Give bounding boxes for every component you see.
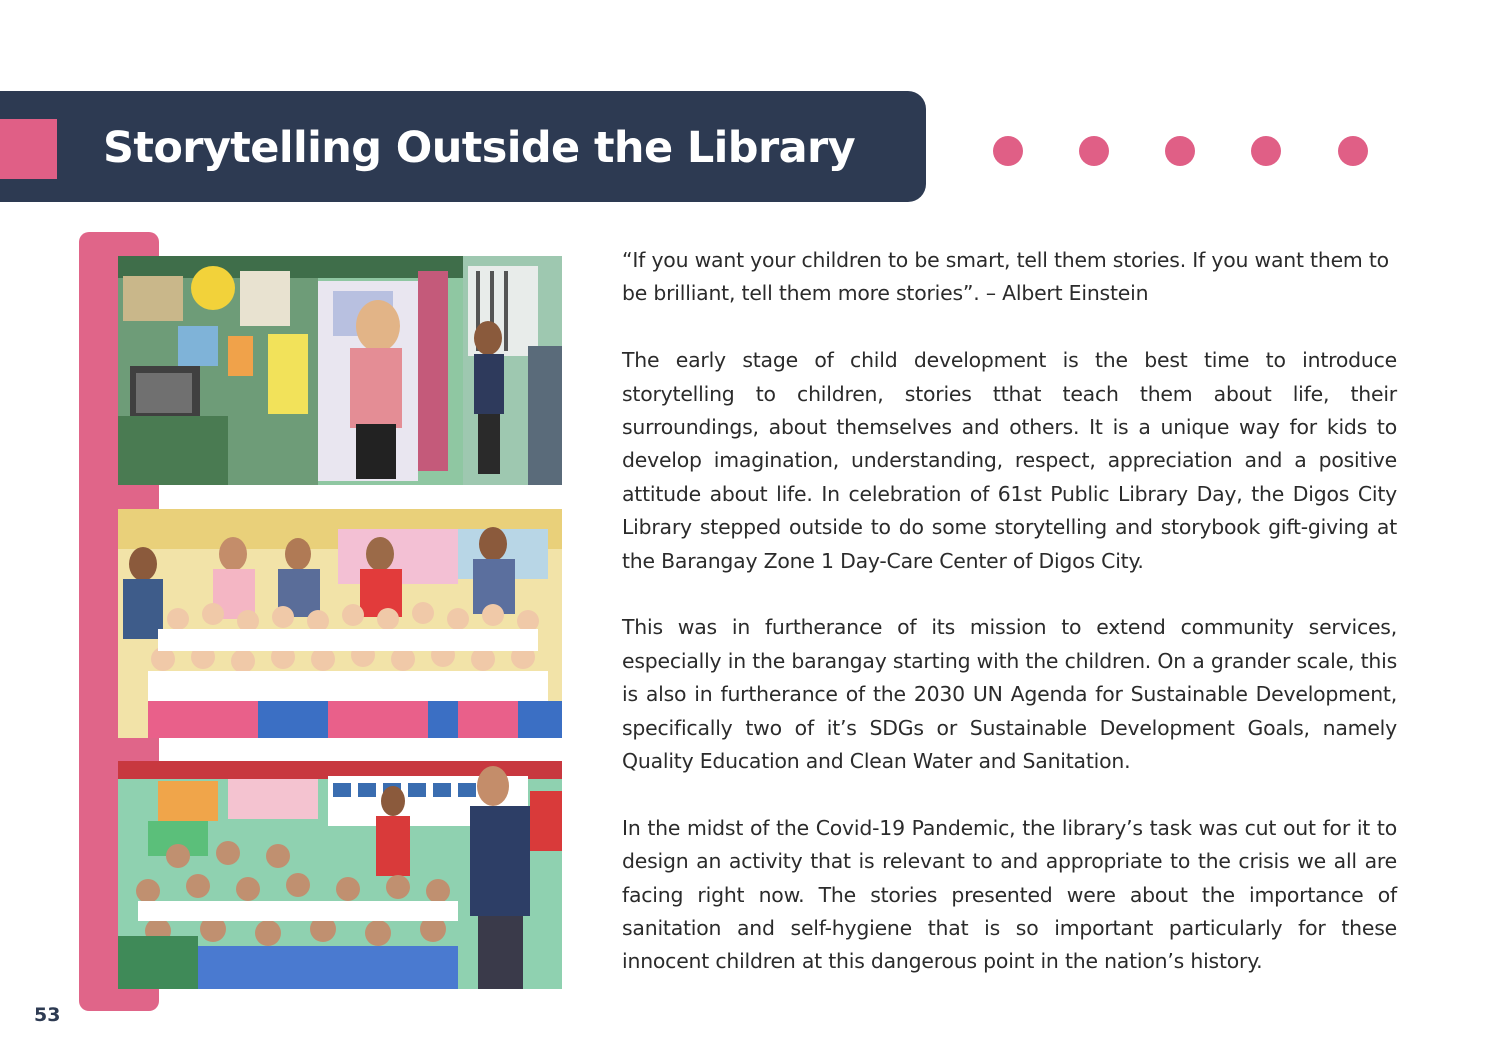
paragraph: This was in furtherance of its mission to extend community services, especially in the barangay starting with the children. On a grander scale, this is also in furtherance of the 2030 UN Agenda for Sustainable Development, specifically two of it’s SDGs or Sustainable Development Goals, namely Quality Education and Clean Water and Sanitation. (622, 615, 1397, 774)
title-accent-square (0, 119, 57, 179)
page-number: 53 (34, 1004, 61, 1026)
page-title: Storytelling Outside the Library (103, 123, 856, 173)
decorative-dot (1165, 136, 1195, 166)
article-body (622, 244, 1397, 1012)
photo-children-listening (118, 761, 562, 989)
decorative-dot (1079, 136, 1109, 166)
decorative-dot (1338, 136, 1368, 166)
einstein-quote: “If you want your children to be smart, tell them stories. If you want them to be brilliant, tell them more stories”. – Albert Einstein (622, 248, 1389, 306)
paragraph: The early stage of child development is the best time to introduce storytelling to children, stories tthat teach them about life, their surroundings, about themselves and others. It is a unique way for kids to develop imagination, understanding, respect, appreciation and a positive attitude about life. In celebration of 61st Public Library Day, the Digos City Library stepped outside to do some storytelling and storybook gift-giving at the Barangay Zone 1 Day-Care Center of Digos City. (622, 348, 1397, 573)
photo-children-group (118, 509, 562, 738)
decorative-dot (1251, 136, 1281, 166)
photo-storyteller-classroom (118, 256, 562, 485)
paragraph: In the midst of the Covid-19 Pandemic, the library’s task was cut out for it to design an activity that is relevant to and appropriate to the crisis we all are facing right now. The stories presented were about the importance of sanitation and self-hygiene that is so important particularly for these innocent children at this dangerous point in the nation’s history. (622, 815, 1397, 974)
decorative-dot (993, 136, 1023, 166)
